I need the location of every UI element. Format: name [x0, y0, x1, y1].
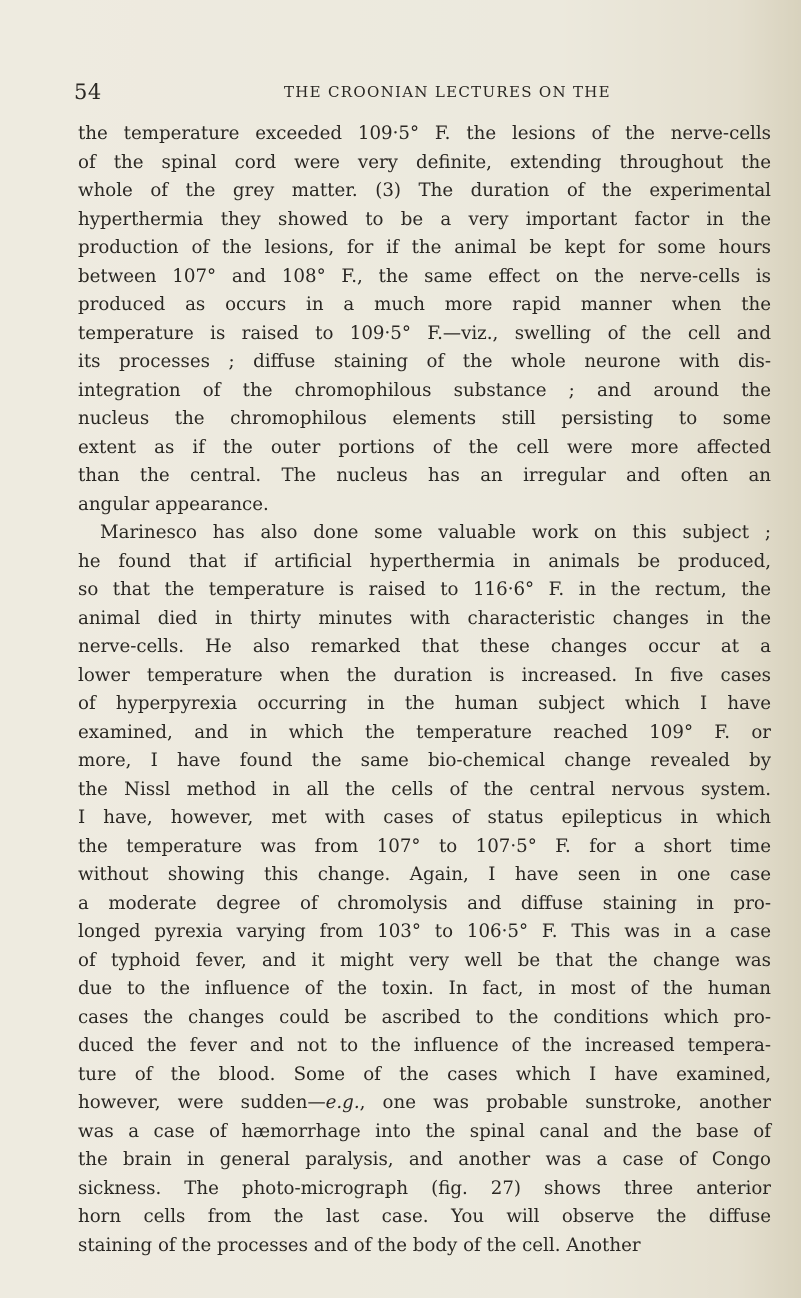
text-line: I have, however, met with cases of status epilepticus in which	[78, 807, 771, 828]
paragraph	[78, 120, 771, 519]
text-line: longed pyrexia varying from 103° to 106·5° F. This was in a case	[78, 921, 771, 942]
text-line: hyperthermia they showed to be a very important factor in the	[78, 208, 771, 230]
running-head: THE CROONIAN LECTURES ON THE	[284, 83, 611, 101]
page-header	[74, 80, 774, 110]
text-line: nerve-cells. He also remarked that these changes occur at a	[78, 636, 771, 657]
text-line: lower temperature when the duration is increased. In five cases	[78, 664, 771, 686]
text-line: duced the fever and not to the influence of the increased tempera-	[78, 1035, 771, 1056]
text-line: between 107° and 108° F., the same effect on the nerve-cells is	[78, 265, 771, 287]
text-line: of hyperpyrexia occurring in the human subject which I have	[78, 693, 771, 714]
text-line: a moderate degree of chromolysis and diffuse staining in pro-	[78, 892, 771, 914]
text-line: cases the changes could be ascribed to the conditions which pro-	[78, 1006, 771, 1028]
paragraph	[78, 519, 771, 1260]
text-line: produced as occurs in a much more rapid manner when the	[78, 294, 771, 315]
body-text	[78, 120, 771, 1260]
text-line: more, I have found the same bio-chemical change revealed by	[78, 750, 771, 771]
text-line: without showing this change. Again, I have seen in one case	[78, 864, 771, 885]
text-line: its processes ; diffuse staining of the whole neurone with dis-	[78, 351, 771, 372]
text-line: integration of the chromophilous substance ; and around the	[78, 379, 771, 401]
text-line: the temperature was from 107° to 107·5° F. for a short time	[78, 835, 771, 857]
text-line: ture of the blood. Some of the cases which I have examined,	[78, 1063, 771, 1085]
text-line: extent as if the outer portions of the cell were more affected	[78, 436, 771, 458]
text-line: horn cells from the last case. You will observe the diffuse	[78, 1206, 771, 1227]
text-line: nucleus the chromophilous elements still persisting to some	[78, 408, 771, 429]
text-line: angular appearance.	[78, 493, 269, 515]
text-line: however, were sudden—e.g., one was probable sunstroke, another	[78, 1092, 772, 1113]
text-line: production of the lesions, for if the animal be kept for some hours	[78, 237, 771, 258]
text-line: the temperature exceeded 109·5° F. the lesions of the nerve-cells	[78, 123, 771, 144]
text-line: was a case of hæmorrhage into the spinal canal and the base of	[78, 1120, 771, 1142]
text-line: animal died in thirty minutes with characteristic changes in the	[78, 607, 771, 629]
text-line: examined, and in which the temperature reached 109° F. or	[78, 721, 771, 743]
text-line: the Nissl method in all the cells of the central nervous system.	[78, 778, 771, 800]
text-line: sickness. The photo-micrograph (fig. 27) shows three anterior	[78, 1177, 771, 1199]
text-line: due to the influence of the toxin. In fact, in most of the human	[78, 978, 771, 999]
text-line: staining of the processes and of the body of the cell. Another	[78, 1234, 641, 1256]
text-line: the brain in general paralysis, and another was a case of Congo	[78, 1149, 771, 1170]
text-line: of the spinal cord were very definite, extending throughout the	[78, 151, 771, 173]
text-line: Marinesco has also done some valuable work on this subject ;	[100, 522, 771, 543]
page-number: 54	[74, 80, 102, 104]
text-line: whole of the grey matter. (3) The duration of the experimental	[78, 180, 771, 201]
text-line: than the central. The nucleus has an irregular and often an	[78, 465, 771, 486]
text-line: so that the temperature is raised to 116·6° F. in the rectum, the	[78, 579, 771, 600]
text-line: of typhoid fever, and it might very well be that the change was	[78, 949, 771, 971]
text-line: he found that if artificial hyperthermia in animals be produced,	[78, 550, 771, 572]
text-line: temperature is raised to 109·5° F.—viz., swelling of the cell and	[78, 322, 771, 344]
